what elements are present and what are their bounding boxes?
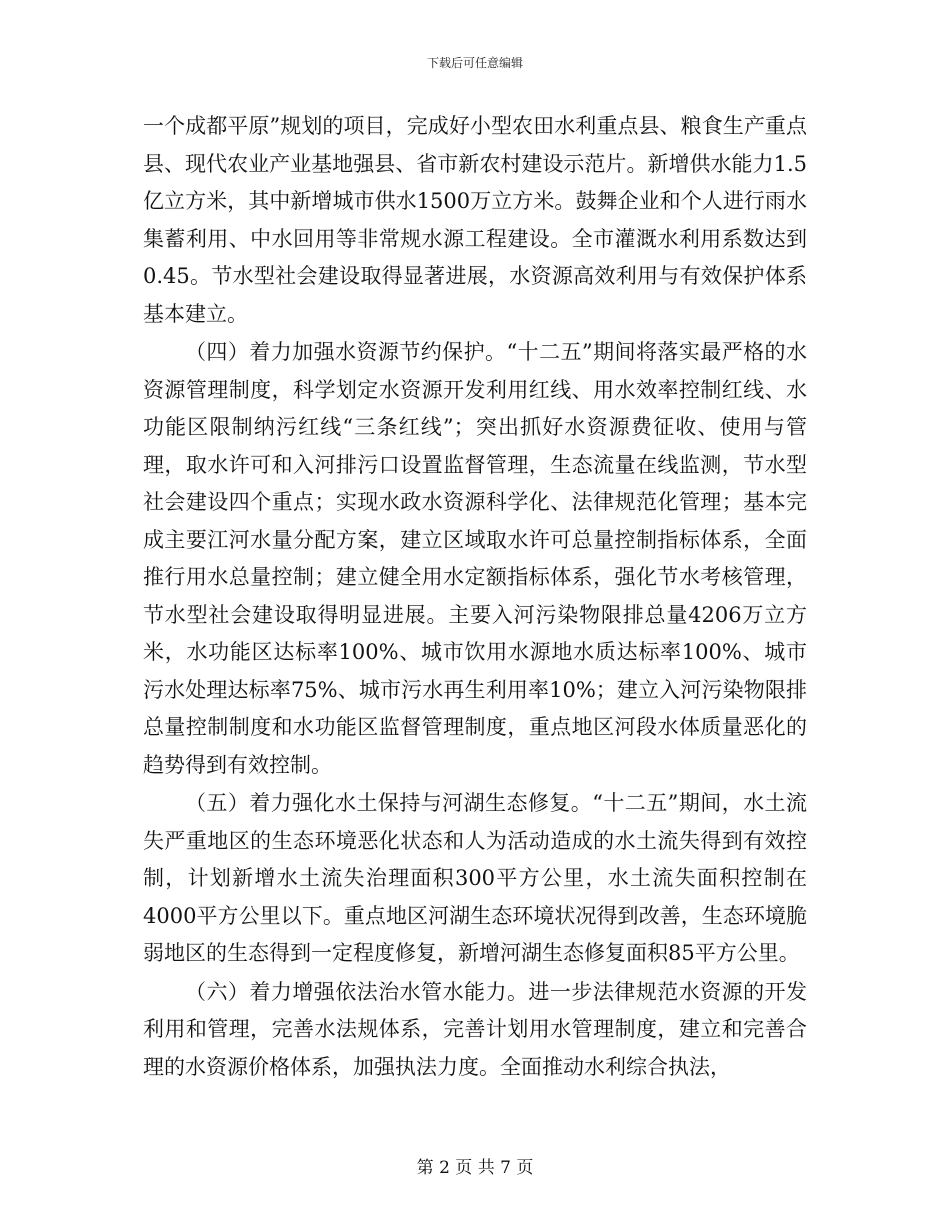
paragraph-water-resource-protection: （四）着力加强水资源节约保护。“十二五”期间将落实最严格的水资源管理制度，科学划定水资源开发利用红线、用水效率控制红线、水功能区限制纳污红线“三条红线”；突出抓好水资源费征收、使用与管理，取水许可和入河排污口设置监督管理，生态流量在线监测，节水型社会建设四个重点；实现水政水资源科学化、法律规范化管理；基本完成主要江河水量分配方案，建立区域取水许可总量控制指标体系，全面推行用水总量控制；建立健全用水定额指标体系，强化节水考核管理，节水型社会建设取得明显进展。主要入河污染物限排总量4206万立方米，水功能区达标率100%、城市饮用水源地水质达标率100%、城市污水处理达标率75%、城市污水再生利用率10%；建立入河污染物限排总量控制制度和水功能区监督管理制度，重点地区河段水体质量恶化的趋势得到有效控制。 (143, 340, 807, 777)
paragraph-law-governance: （六）着力增强依法治水管水能力。进一步法律规范水资源的开发利用和管理，完善水法规体系，完善计划用水管理制度，建立和完善合理的水资源价格体系，加强执法力度。全面推动水利综合执法， (143, 979, 807, 1079)
page-header: 下载后可任意编辑 (426, 56, 523, 70)
paragraph-continuation: 一个成都平原”规划的项目，完成好小型农田水利重点县、粮食生产重点县、现代农业产业基地强县、省市新农村建设示范片。新增供水能力1.5亿立方米，其中新增城市供水1500万立方米。鼓舞企业和个人进行雨水集蓄利用、中水回用等非常规水源工程建设。全市灌溉水利用系数达到0.45。节水型社会建设取得显著进展，水资源高效利用与有效保护体系基本建立。 (143, 114, 807, 326)
document-body (143, 108, 807, 1086)
page-number: 第 2 页 共 7 页 (416, 1158, 534, 1178)
paragraph-soil-conservation: （五）着力强化水土保持与河湖生态修复。“十二五”期间，水土流失严重地区的生态环境恶化状态和人为活动造成的水土流失得到有效控制，计划新增水土流失治理面积300平方公里，水土流失面积控制在4000平方公里以下。重点地区河湖生态环境状况得到改善，生态环境脆弱地区的生态得到一定程度修复，新增河湖生态修复面积85平方公里。 (143, 791, 807, 965)
